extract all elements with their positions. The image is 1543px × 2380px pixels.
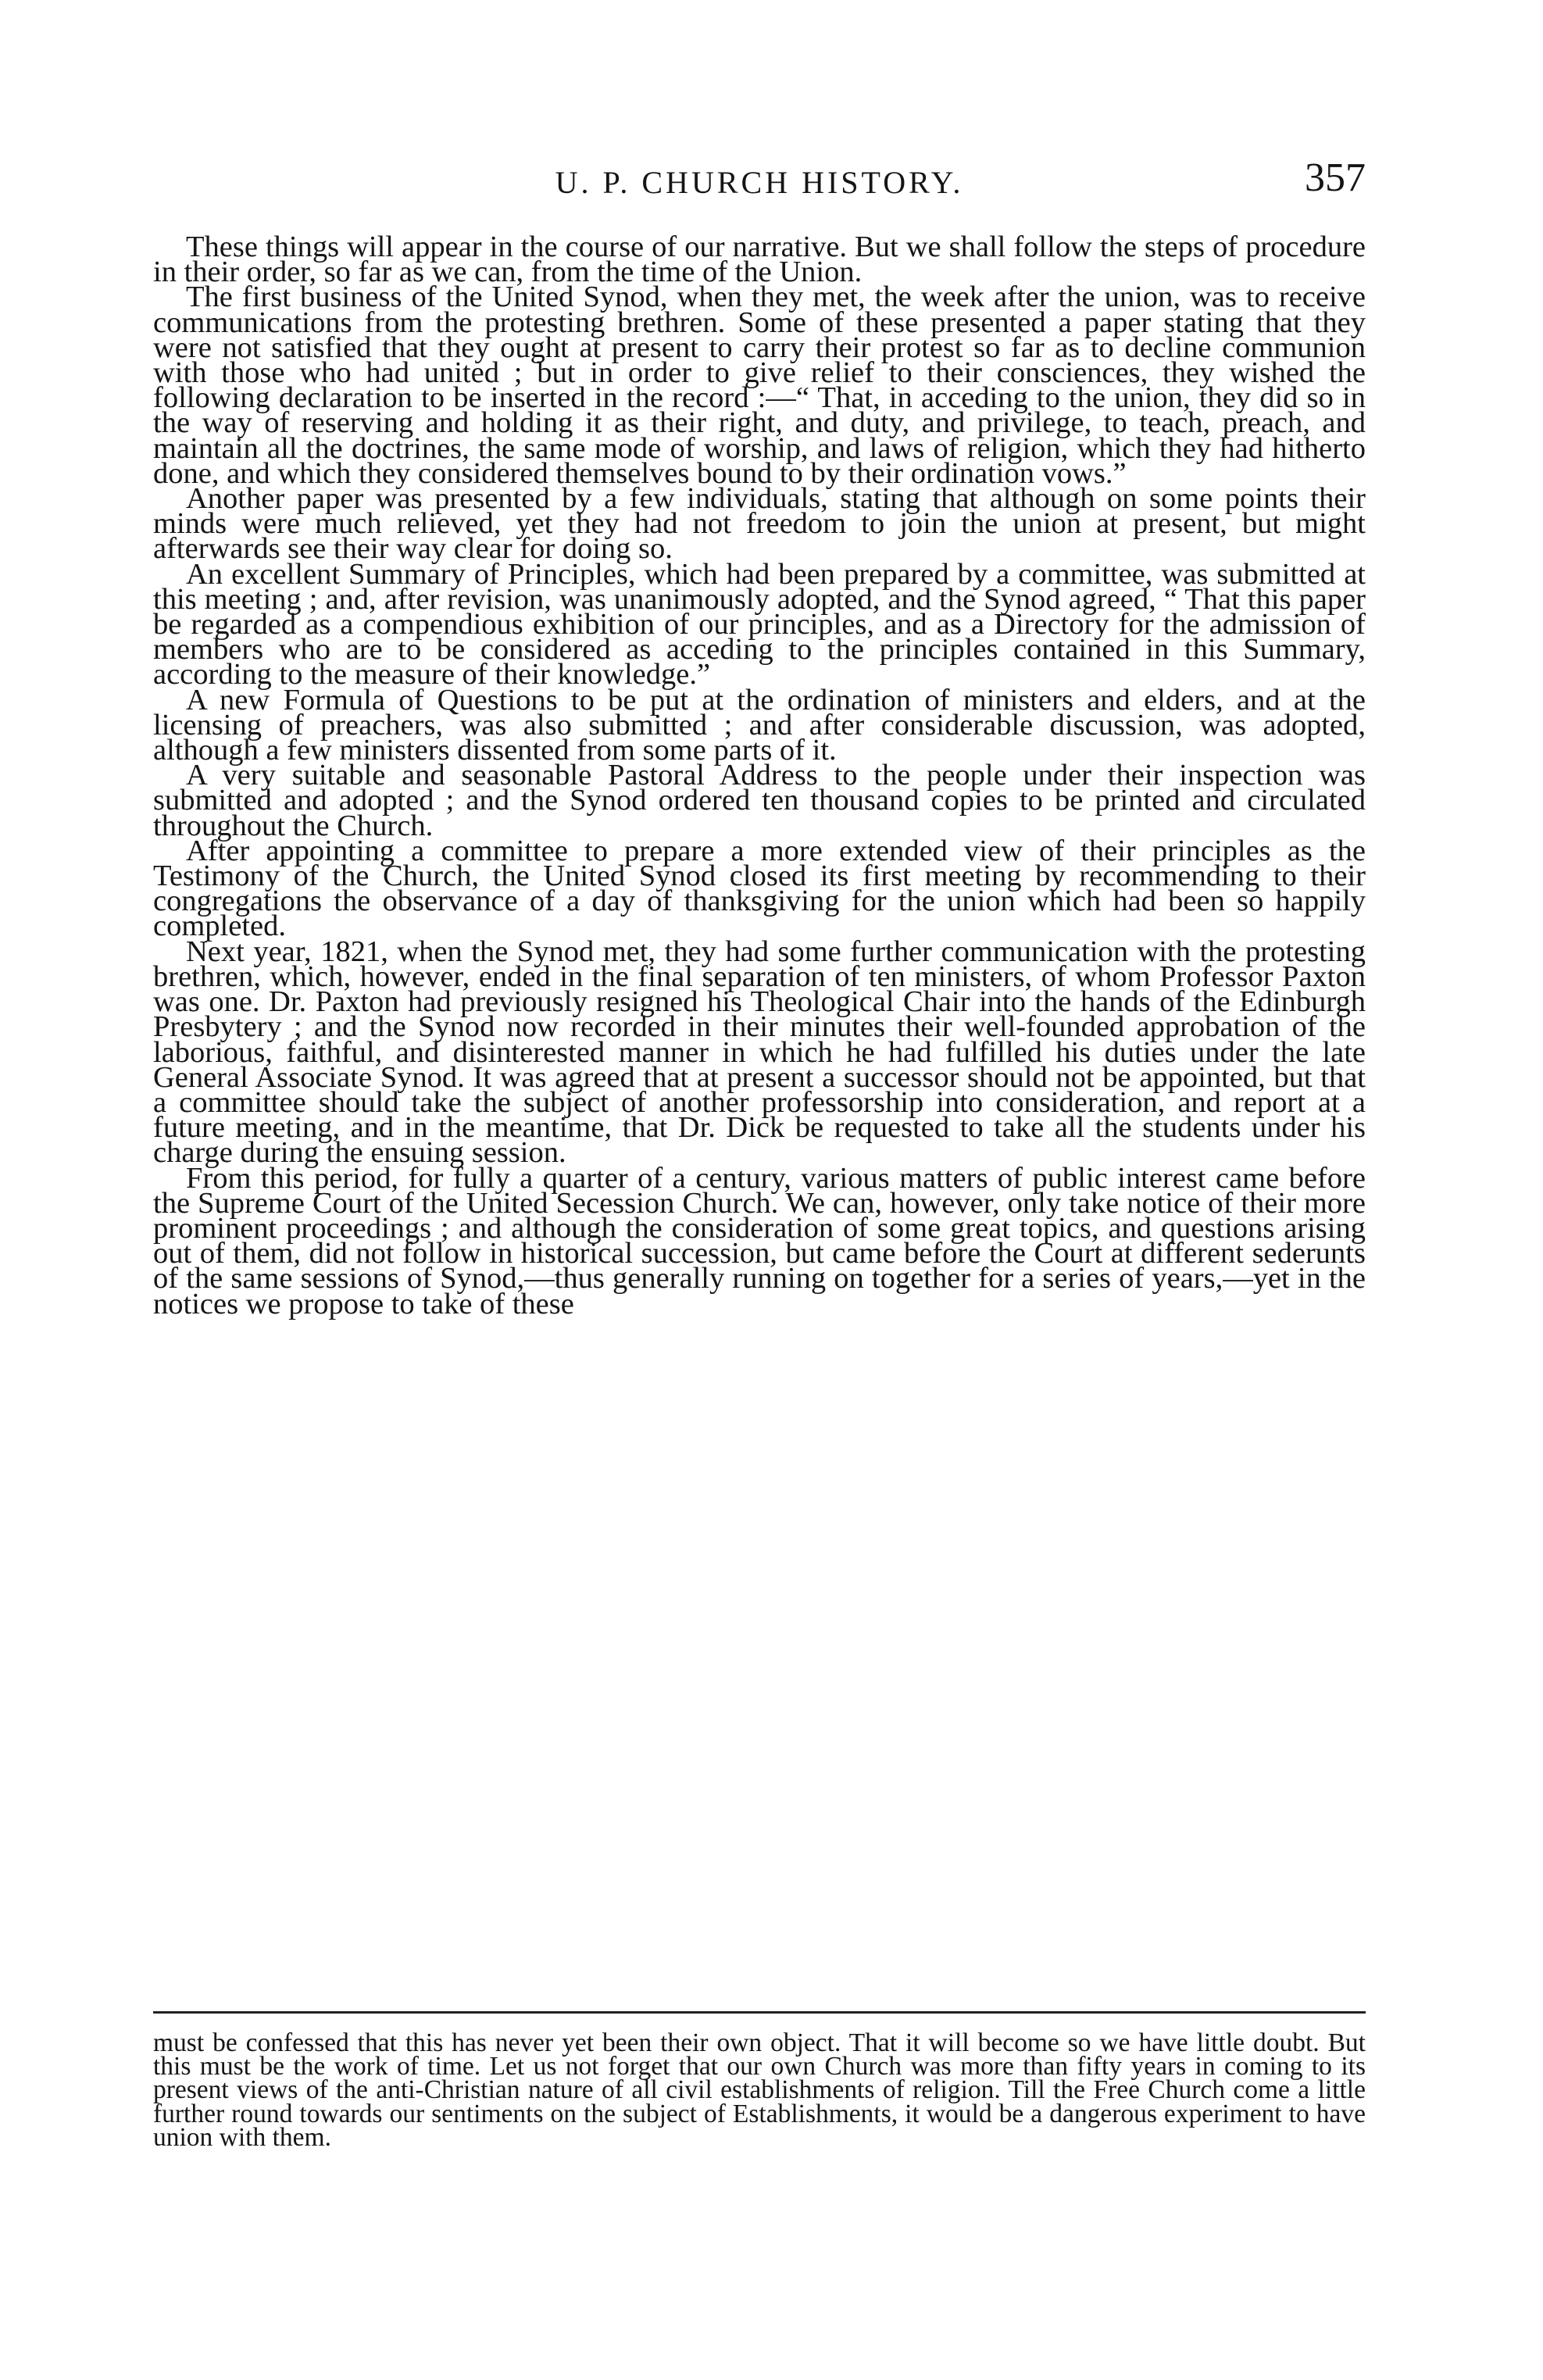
paragraph-2: The first business of the United Synod, when they met, the week after the union, was to receive communications from the protesting brethren. Some of these presented a paper stating that they were not satisfied that they ought at present to carry their protest so far as to decline communion with those who had united ; but in order to give relief to their consciences, they wished the following declaration to be inserted in the record :—“ That, in acceding to the union, they did so in the way of reserving and holding it as their right, and duty, and privilege, to teach, preach, and maintain all the doctrines, the same mode of worship, and laws of religion, which they had hitherto done, and which they considered themselves bound to by their ordination vows.” (153, 281, 1366, 490)
running-head (153, 155, 1366, 209)
paragraph-1: These things will appear in the course of our narrative. But we shall follow the steps of procedure in their order, so far as we can, from the time of the Union. (153, 230, 1366, 289)
running-title: U. P. CHURCH HISTORY. (555, 165, 964, 200)
paragraph-5: A new Formula of Questions to be put at the ordination of ministers and elders, and at the licensing of preachers, was also submitted ; and after considerable discussion, was adopted, although a few ministers dissented from some parts of it. (153, 683, 1366, 767)
paragraph-3: Another paper was presented by a few individuals, stating that although on some points their minds were much relieved, yet they had not freedom to join the union at present, but might afterwards see their way clear for doing so. (153, 482, 1366, 566)
paragraph-4: An excellent Summary of Principles, which had been prepared by a committee, was submitted at this meeting ; and, after revision, was unanimously adopted, and the Synod agreed, “ That this paper be regarded as a compendious exhibition of our principles, and as a Directory for the admission of members who are to be considered as acceding to the principles contained in this Summary, according to the measure of their knowledge.” (153, 557, 1366, 691)
book-page (153, 0, 1366, 2380)
paragraph-8: Next year, 1821, when the Synod met, they had some further communication with the protesting brethren, which, however, ended in the final separation of ten ministers, of whom Professor Paxton was one. Dr. Paxton had previously resigned his Theological Chair into the hands of the Edinburgh Presbytery ; and the Synod now recorded in their minutes their well-founded approbation of the laborious, faithful, and disinterested manner in which he had fulfilled his duties under the late General Associate Synod. It was agreed that at present a successor should not be appointed, but that a committee should take the subject of another professorship into consideration, and report at a future meeting, and in the meantime, that Dr. Dick be requested to take all the students under his charge during the ensuing session. (153, 934, 1366, 1170)
page-number: 357 (1305, 155, 1366, 200)
paragraph-7: After appointing a committee to prepare a more extended view of their principles as the Testimony of the Church, the United Synod closed its first meeting by recommending to their congregations the observance of a day of thanksgiving for the union which had been so happily completed. (153, 834, 1366, 943)
footnote (153, 2028, 1366, 2152)
paragraph-9: From this period, for fully a quarter of a century, various matters of public interest came before the Supreme Court of the United Secession Church. We can, however, only take notice of their more prominent proceedings ; and although the consideration of some great topics, and questions arising out of them, did not follow in historical succession, but came before the Court at different sederunts of the same sessions of Synod,—thus generally running on together for a series of years,—yet in the notices we propose to take of these (153, 1161, 1366, 1320)
body-text (153, 230, 1366, 1320)
footnote-text: must be confessed that this has never yet been their own object. That it will become so we have little doubt. But this must be the work of time. Let us not forget that our own Church was more than fifty years in coming to its present views of the anti-Christian nature of all civil establishments of religion. Till the Free Church come a little further round towards our sentiments on the subject of Establishments, it would be a dangerous experiment to have union with them. (153, 2028, 1366, 2152)
paragraph-6: A very suitable and seasonable Pastoral Address to the people under their inspection was submitted and adopted ; and the Synod ordered ten thousand copies to be printed and circulated throughout the Church. (153, 759, 1366, 842)
footnote-rule (153, 2011, 1366, 2014)
